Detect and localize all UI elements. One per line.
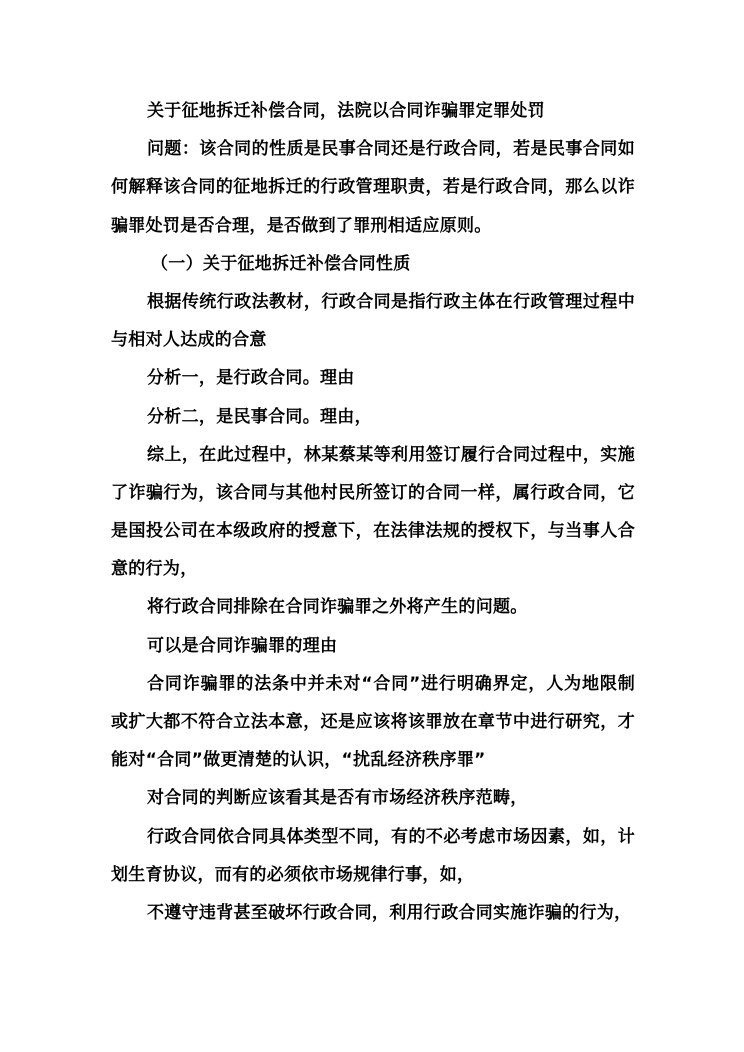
paragraph-line: 对合同的判断应该看其是否有市场经济秩序范畴， xyxy=(147,788,528,809)
paragraph-line: 根据传统行政法教材，行政合同是指行政主体在行政管理过程中 xyxy=(147,291,635,312)
paragraph-line: 何解释该合同的征地拆迁的行政管理职责，若是行政合同，那么以诈 xyxy=(111,177,635,198)
paragraph-line: 可以是合同诈骗罪的理由 xyxy=(147,635,338,656)
heading-line: 关于征地拆迁补偿合同，法院以合同诈骗罪定罪处罚 xyxy=(147,101,545,121)
paragraph-line: 与相对人达成的合意 xyxy=(111,330,267,351)
paragraph-line: 能对“合同”做更清楚的认识，“扰乱经济秩序罪” xyxy=(111,750,486,771)
paragraph-line: 骗罪处罚是否合理，是否做到了罪刑相适应原则。 xyxy=(111,215,492,236)
paragraph-line: 将行政合同排除在合同诈骗罪之外将产生的问题。 xyxy=(147,597,528,618)
paragraph-line: 意的行为， xyxy=(111,559,198,580)
paragraph-line: 了诈骗行为，该合同与其他村民所签订的合同一样，属行政合同，它 xyxy=(111,482,635,503)
paragraph-line: 是国投公司在本级政府的授意下，在法律法规的授权下，与当事人合 xyxy=(111,521,635,542)
paragraph-line: 合同诈骗罪的法条中并未对“合同”进行明确界定，人为地限制 xyxy=(147,673,635,694)
paragraph-line: 综上，在此过程中，林某蔡某等利用签订履行合同过程中，实施 xyxy=(147,444,635,465)
paragraph-line: 或扩大都不符合立法本意，还是应该将该罪放在章节中进行研究，才 xyxy=(111,712,635,732)
paragraph-line: 问题：该合同的性质是民事合同还是行政合同，若是民事合同如 xyxy=(147,139,635,160)
paragraph-line: 不遵守违背甚至破坏行政合同，利用行政合同实施诈骗的行为， xyxy=(147,902,632,923)
paragraph-line: 分析二，是民事合同。理由， xyxy=(147,406,372,427)
document-body xyxy=(111,92,635,932)
paragraph-line: 划生育协议，而有的必须依市场规律行事，如， xyxy=(111,864,475,885)
paragraph-line: 分析一，是行政合同。理由 xyxy=(147,368,355,389)
section-heading: （一）关于征地拆迁补偿合同性质 xyxy=(151,253,411,274)
paragraph-line: 行政合同依合同具体类型不同，有的不必考虑市场因素，如，计 xyxy=(147,826,635,847)
